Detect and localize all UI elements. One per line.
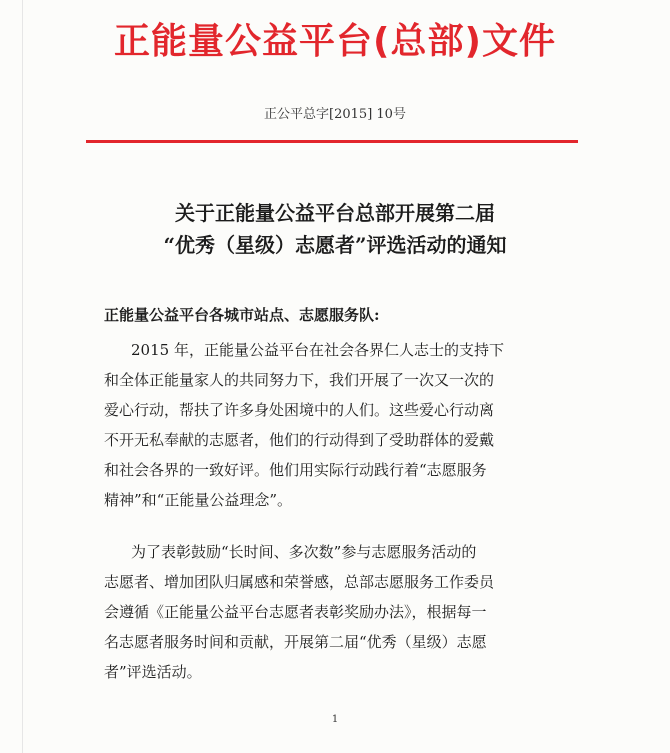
paragraph-1-line: 爱心行动，帮扶了许多身处困境中的人们。这些爱心行动离 bbox=[104, 401, 495, 419]
paragraph-2-line: 名志愿者服务时间和贡献，开展第二届“优秀（星级）志愿 bbox=[104, 633, 487, 651]
paragraph-1-line: 和社会各界的一致好评。他们用实际行动践行着“志愿服务 bbox=[104, 461, 487, 479]
paragraph-1-line: 精神”和“正能量公益理念”。 bbox=[104, 491, 293, 509]
notice-title-line-2: “优秀（星级）志愿者”评选活动的通知 bbox=[163, 233, 507, 257]
document-header-title: 正能量公益平台(总部)文件 bbox=[114, 21, 556, 62]
paragraph-2-line: 志愿者、增加团队归属感和荣誉感，总部志愿服务工作委员 bbox=[104, 573, 495, 591]
page-number: 1 bbox=[331, 714, 339, 725]
paragraph-2-line: 者”评选活动。 bbox=[104, 663, 202, 681]
paragraph-1 bbox=[104, 335, 569, 515]
paragraph-2 bbox=[104, 537, 569, 687]
paragraph-1-line: 和全体正能量家人的共同努力下，我们开展了一次又一次的 bbox=[104, 371, 495, 389]
document-number: 正公平总字[2015] 10号 bbox=[264, 107, 406, 122]
red-header-rule bbox=[86, 140, 578, 143]
paragraph-1-line: 不开无私奉献的志愿者，他们的行动得到了受助群体的爱戴 bbox=[104, 431, 495, 449]
notice-title bbox=[0, 197, 670, 261]
notice-title-line-1: 关于正能量公益平台总部开展第二届 bbox=[175, 201, 495, 225]
addressee: 正能量公益平台各城市站点、志愿服务队: bbox=[104, 306, 380, 324]
paragraph-1-line: 2015 年，正能量公益平台在社会各界仁人志士的支持下 bbox=[131, 341, 504, 359]
paragraph-2-line: 会遵循《正能量公益平台志愿者表彰奖励办法》，根据每一 bbox=[104, 603, 487, 621]
paragraph-2-line: 为了表彰鼓励“长时间、多次数”参与志愿服务活动的 bbox=[131, 543, 477, 561]
